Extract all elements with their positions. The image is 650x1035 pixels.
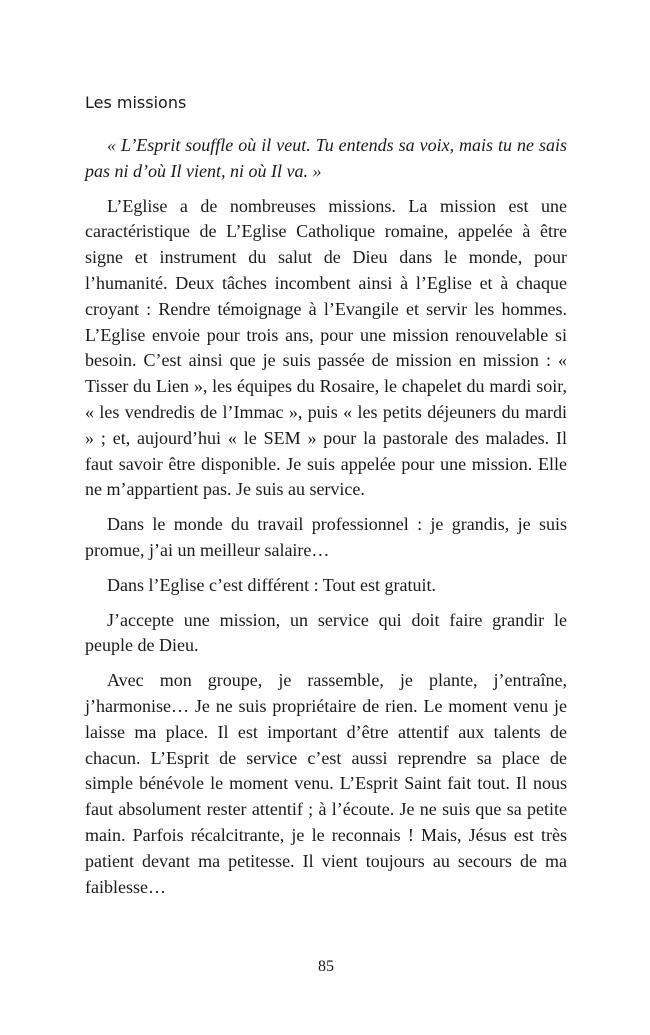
section-heading: Les missions <box>85 93 187 112</box>
paragraph: L’Eglise a de nombreuses missions. La mission est une caractéristique de L’Eglise Catholique romaine, appelée à être signe et instrument du salut de Dieu dans le monde, pour l’humanité. Deux tâches incombent ainsi à l’Eglise et à chaque croyant : Rendre témoignage à l’Evangile et servir les hommes. L’Eglise envoie pour trois ans, pour une mission renouvelable si besoin. C’est ainsi que je suis passée de mission en mission : « Tisser du Lien », les équipes du Rosaire, le chapelet du mardi soir, « les vendredis de l’Immac », puis « les petits déjeuners du mardi » ; et, aujourd’hui « le SEM » pour la pastorale des malades. Il faut savoir être disponible. Je suis appelée pour une mission. Elle ne m’appartient pas. Je suis au service. <box>85 195 567 500</box>
paragraph: Dans l’Eglise c’est différent : Tout est gratuit. <box>107 574 436 595</box>
paragraph: Dans le monde du travail professionnel : je grandis, je suis promue, j’ai un meilleur salaire… <box>85 514 567 560</box>
paragraph: J’accepte une mission, un service qui doit faire grandir le peuple de Dieu. <box>85 609 567 656</box>
page-number: 85 <box>318 958 334 975</box>
body-text <box>85 133 567 909</box>
book-page <box>85 0 567 1035</box>
paragraph: Avec mon groupe, je rassemble, je plante, j’entraîne, j’harmonise… Je ne suis propriétaire de rien. Le moment venu je laisse ma place. Il est important d’être attentif aux talents de chacun. L’Esprit de service c’est aussi reprendre sa place de simple bénévole le moment venu. L’Esprit Saint fait tout. Il nous faut absolument rester attentif ; à l’écoute. Je ne suis que sa petite main. Parfois récalcitrante, je le reconnais ! Mais, Jésus est très patient devant ma petitesse. Il vient toujours au secours de ma faiblesse… <box>85 670 567 897</box>
epigraph-quote: « L’Esprit souffle où il veut. Tu entends sa voix, mais tu ne sais pas ni d’où Il vient, ni où Il va. » <box>85 135 567 181</box>
